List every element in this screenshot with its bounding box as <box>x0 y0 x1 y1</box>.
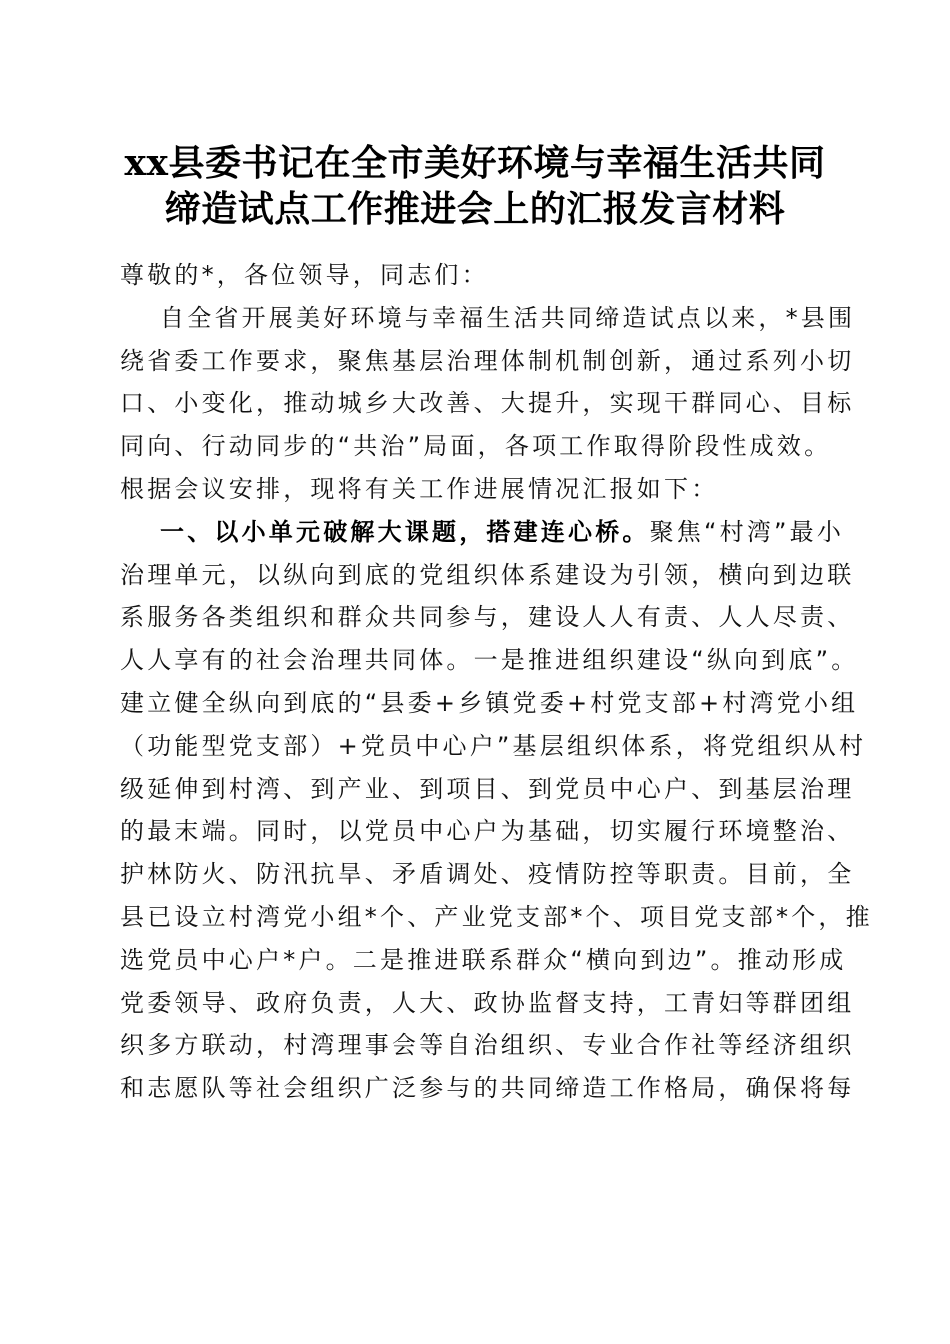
salutation: 尊敬的*，各位领导，同志们： <box>120 261 489 289</box>
paragraph-line: 根据会议安排，现将有关工作进展情况汇报如下： <box>120 474 719 503</box>
paragraph-line: 自全省开展美好环境与幸福生活共同缔造试点以来，*县围 <box>160 303 856 332</box>
title-line-1: xx县委书记在全市美好环境与幸福生活共同 <box>124 142 826 184</box>
paragraph-intro <box>120 297 856 511</box>
paragraph-line: 同向、行动同步的“共治”局面，各项工作取得阶段性成效。 <box>120 432 832 461</box>
section-1-first-line-rest: 聚焦“村湾”最小 <box>649 517 845 546</box>
paragraph-line: 县已设立村湾党小组*个、产业党支部*个、项目党支部*个，推 <box>120 902 873 931</box>
paragraph-line: 的最末端。同时，以党员中心户为基础，切实履行环境整治、 <box>120 817 855 846</box>
paragraph-line: 和志愿队等社会组织广泛参与的共同缔造工作格局，确保将每 <box>120 1074 855 1103</box>
paragraph-line: 人人享有的社会治理共同体。一是推进组织建设“纵向到底”。 <box>120 646 859 675</box>
paragraph-line: 治理单元，以纵向到底的党组织体系建设为引领，横向到边联 <box>120 560 855 589</box>
paragraph-line: 织多方联动，村湾理事会等自治组织、专业合作社等经济组织 <box>120 1031 855 1060</box>
paragraph-line: （功能型党支部）+党员中心户”基层组织体系，将党组织从村 <box>120 731 867 760</box>
title-line-2: 缔造试点工作推进会上的汇报发言材料 <box>164 188 786 230</box>
section-1-heading: 一、以小单元破解大课题，搭建连心桥。 <box>160 517 650 546</box>
document-title <box>110 140 840 232</box>
paragraph-line: 绕省委工作要求，聚焦基层治理体制机制创新，通过系列小切 <box>120 346 855 375</box>
paragraph-line: 护林防火、防汛抗旱、矛盾调处、疫情防控等职责。目前，全 <box>120 860 855 889</box>
paragraph-line: 级延伸到村湾、到产业、到项目、到党员中心户、到基层治理 <box>120 774 855 803</box>
section-1 <box>120 511 873 1110</box>
paragraph-line: 建立健全纵向到底的“县委+乡镇党委+村党支部+村湾党小组 <box>120 688 859 717</box>
section-1-first-line <box>120 511 850 554</box>
paragraph-line: 党委领导、政府负责，人大、政协监督支持，工青妇等群团组 <box>120 988 855 1017</box>
paragraph-line: 口、小变化，推动城乡大改善、大提升，实现干群同心、目标 <box>120 389 855 418</box>
document-body <box>120 254 873 1110</box>
paragraph-line: 系服务各类组织和群众共同参与，建设人人有责、人人尽责、 <box>120 603 855 632</box>
paragraph-line: 选党员中心户*户。二是推进联系群众“横向到边”。推动形成 <box>120 945 847 974</box>
